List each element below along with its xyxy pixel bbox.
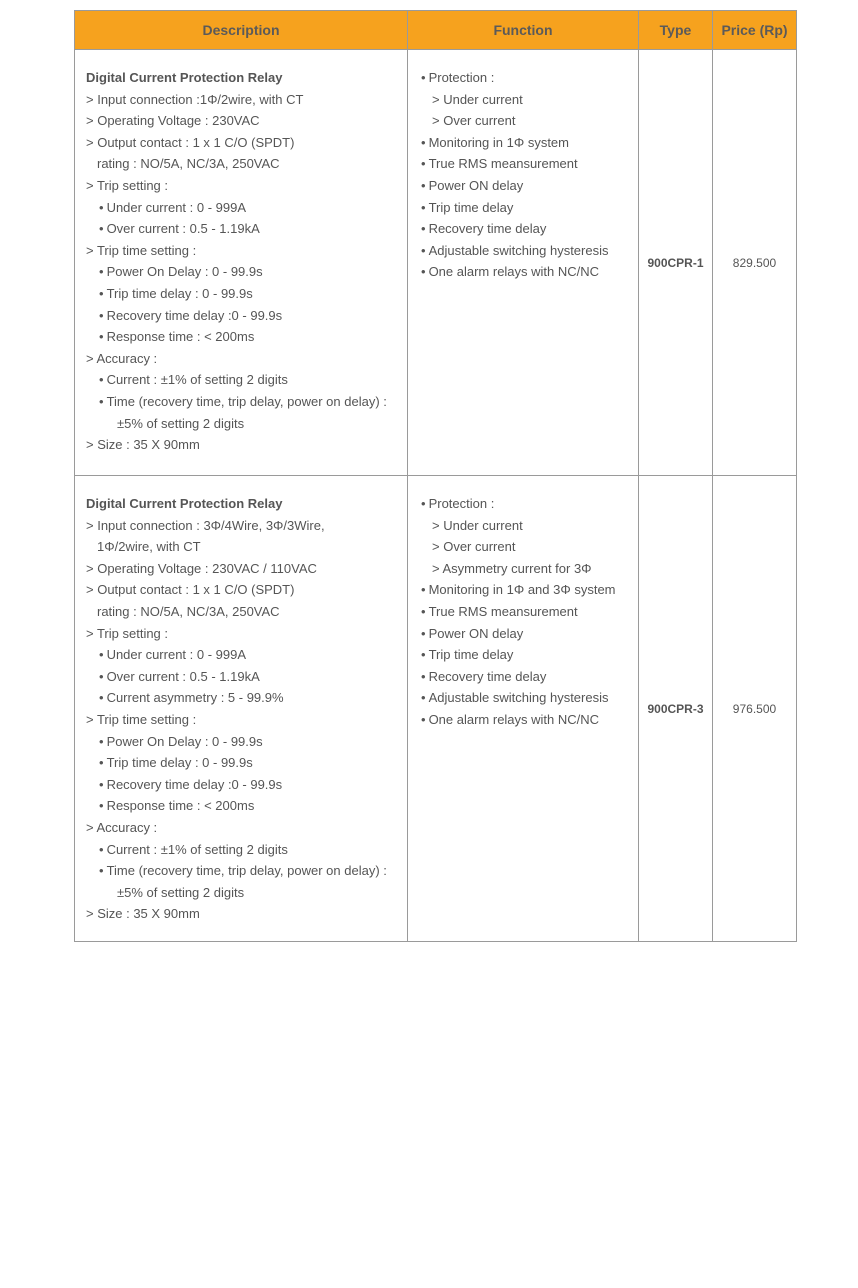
description-line: > Accuracy : (86, 350, 158, 366)
function-line: • Recovery time delay (421, 666, 632, 688)
description-line: rating : NO/5A, NC/3A, 250VAC (97, 156, 280, 172)
header-function: Function (408, 11, 639, 50)
description-line: • Recovery time delay :0 - 99.9s (86, 305, 401, 327)
function-line: • True RMS meansurement (421, 153, 632, 175)
function-line: > Under current (432, 517, 523, 533)
description-line: • Under current : 0 - 999A (86, 644, 401, 666)
function-line: • Protection : (421, 67, 632, 89)
function-cell (408, 50, 639, 476)
description-line: ±5% of setting 2 digits (117, 884, 245, 900)
function-line: • Protection : (421, 493, 632, 515)
product-table (74, 10, 797, 942)
description-line: • Over current : 0.5 - 1.19kA (86, 666, 401, 688)
description-line: • Recovery time delay :0 - 99.9s (86, 774, 401, 796)
description-line: • Time (recovery time, trip delay, power on delay) : (86, 391, 401, 413)
description-line: 1Φ/2wire, with CT (97, 539, 201, 555)
function-line: • Adjustable switching hysteresis (421, 687, 632, 709)
description-line: > Trip time setting : (86, 711, 197, 727)
header-price: Price (Rp) (713, 11, 797, 50)
function-line: • One alarm relays with NC/NC (421, 261, 632, 283)
type-cell: 900CPR-1 (639, 50, 713, 476)
type-cell: 900CPR-3 (639, 476, 713, 942)
description-line: > Size : 35 X 90mm (86, 906, 200, 922)
table-header-row (75, 11, 797, 50)
description-line: • Trip time delay : 0 - 99.9s (86, 283, 401, 305)
description-line: > Size : 35 X 90mm (86, 437, 200, 453)
description-line: • Under current : 0 - 999A (86, 197, 401, 219)
description-line: > Trip setting : (86, 177, 169, 193)
description-line: rating : NO/5A, NC/3A, 250VAC (97, 603, 280, 619)
description-line: > Input connection :1Φ/2wire, with CT (86, 91, 304, 107)
function-line: • Trip time delay (421, 644, 632, 666)
description-line: • Power On Delay : 0 - 99.9s (86, 261, 401, 283)
description-line: > Operating Voltage : 230VAC (86, 113, 260, 129)
description-line: • Response time : < 200ms (86, 326, 401, 348)
product-title: Digital Current Protection Relay (86, 70, 283, 85)
price-cell: 829.500 (713, 50, 797, 476)
function-line: • True RMS meansurement (421, 601, 632, 623)
price-cell: 976.500 (713, 476, 797, 942)
description-line: > Output contact : 1 x 1 C/O (SPDT) (86, 582, 295, 598)
header-description: Description (75, 11, 408, 50)
description-cell (75, 50, 408, 476)
description-line: • Response time : < 200ms (86, 795, 401, 817)
description-line: • Power On Delay : 0 - 99.9s (86, 731, 401, 753)
function-line: • Power ON delay (421, 175, 632, 197)
description-line: > Operating Voltage : 230VAC / 110VAC (86, 560, 317, 576)
function-line: • Trip time delay (421, 197, 632, 219)
function-line: • Power ON delay (421, 623, 632, 645)
function-line: • Recovery time delay (421, 218, 632, 240)
function-line: • Adjustable switching hysteresis (421, 240, 632, 262)
table-row (75, 50, 797, 476)
function-cell (408, 476, 639, 942)
description-cell (75, 476, 408, 942)
function-line: > Under current (432, 91, 523, 107)
description-line: • Over current : 0.5 - 1.19kA (86, 218, 401, 240)
description-line: • Current asymmetry : 5 - 99.9% (86, 687, 401, 709)
product-title: Digital Current Protection Relay (86, 496, 283, 511)
table-row (75, 476, 797, 942)
description-line: • Time (recovery time, trip delay, power on delay) : (86, 860, 401, 882)
description-line: • Current : ±1% of setting 2 digits (86, 369, 401, 391)
function-line: • Monitoring in 1Φ system (421, 132, 632, 154)
description-line: • Trip time delay : 0 - 99.9s (86, 752, 401, 774)
function-line: > Over current (432, 539, 516, 555)
description-line: ±5% of setting 2 digits (117, 415, 245, 431)
function-line: > Over current (432, 113, 516, 129)
header-type: Type (639, 11, 713, 50)
function-line: • Monitoring in 1Φ and 3Φ system (421, 579, 632, 601)
description-line: > Input connection : 3Φ/4Wire, 3Φ/3Wire, (86, 517, 325, 533)
description-line: > Output contact : 1 x 1 C/O (SPDT) (86, 134, 295, 150)
function-line: • One alarm relays with NC/NC (421, 709, 632, 731)
function-line: > Asymmetry current for 3Φ (432, 560, 592, 576)
description-line: > Trip setting : (86, 625, 169, 641)
description-line: > Accuracy : (86, 819, 158, 835)
description-line: > Trip time setting : (86, 242, 197, 258)
description-line: • Current : ±1% of setting 2 digits (86, 839, 401, 861)
